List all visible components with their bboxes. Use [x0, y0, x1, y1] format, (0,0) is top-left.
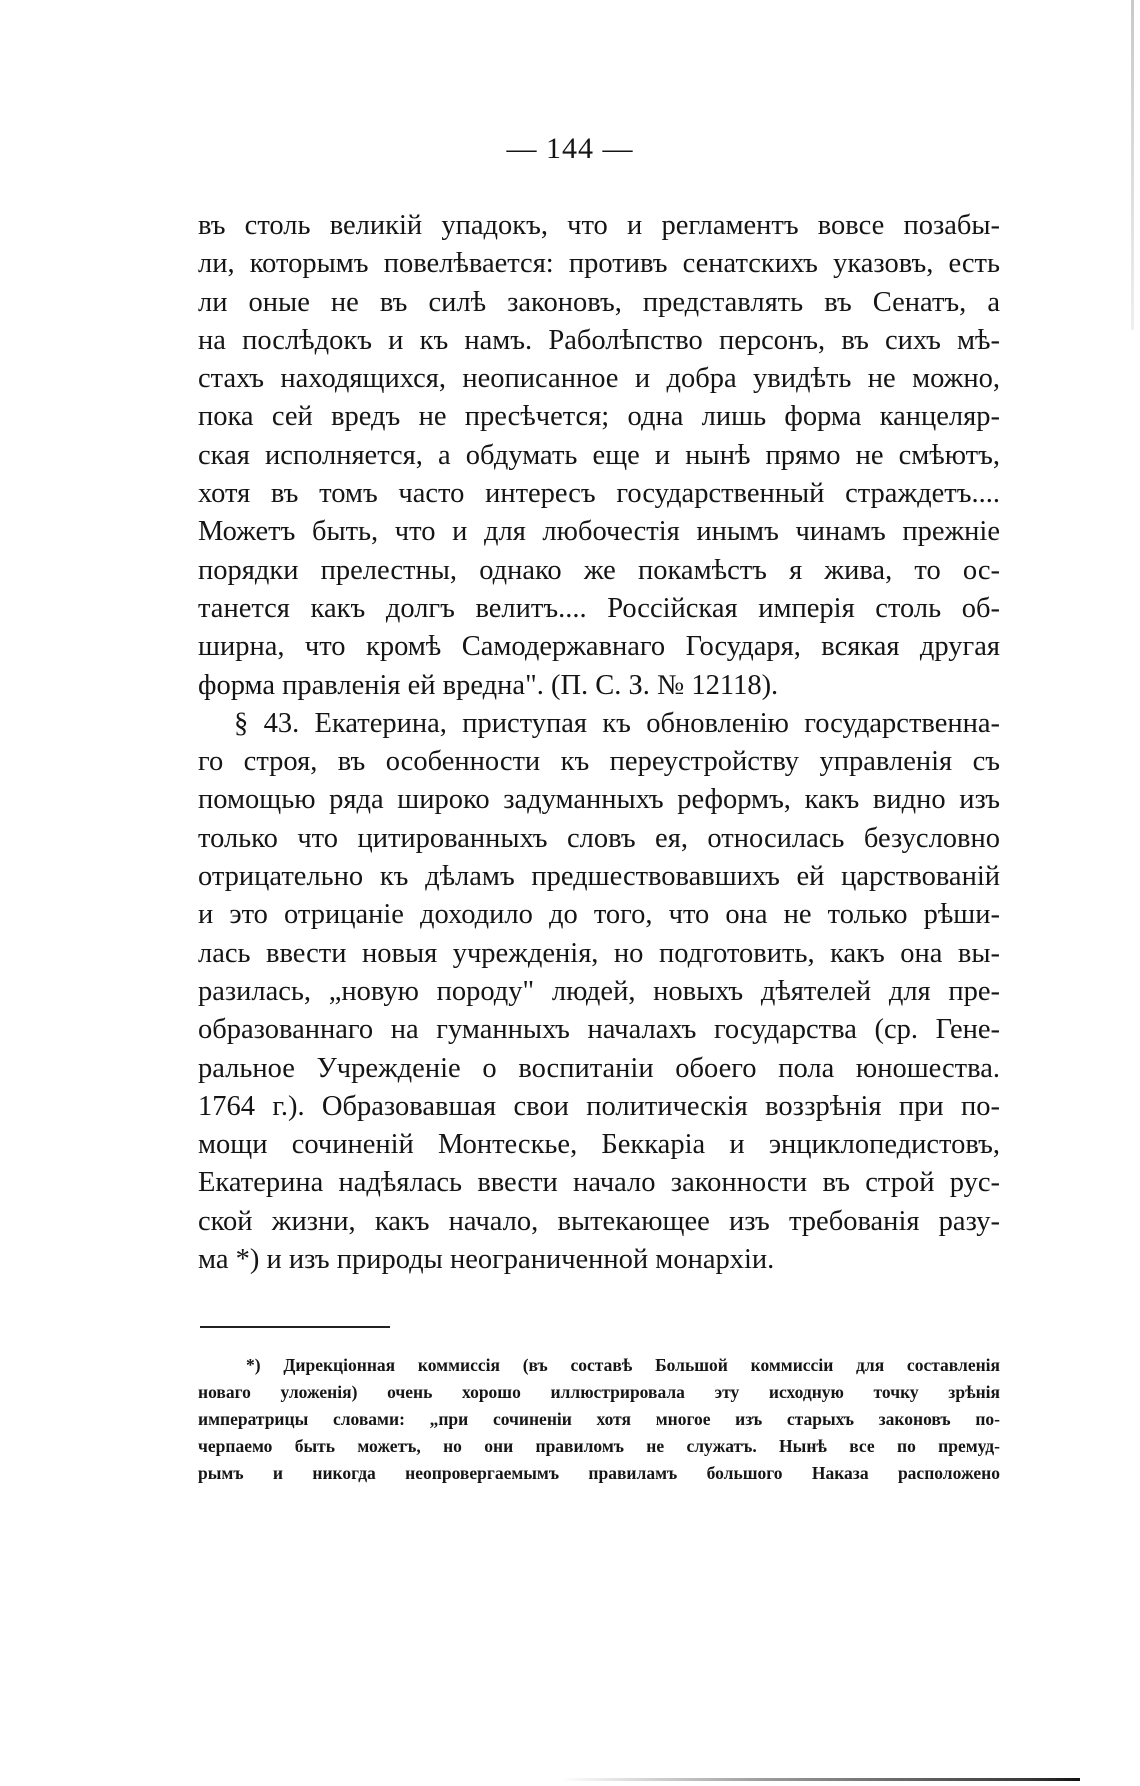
footnote-line: черпаемо быть можетъ, но они правиломъ не служатъ. Нынѣ все по премуд-	[198, 1436, 1000, 1456]
text-line: лась ввести новыя учрежденія, но подготовить, какъ она вы-	[198, 937, 1000, 969]
text-line: отрицательно къ дѣламъ предшествовавшихъ ей царствованій	[198, 861, 1000, 893]
text-line: ма *) и изъ природы неограниченной монархіи.	[198, 1244, 775, 1276]
text-line: разилась, „новую породу" людей, новыхъ дѣятелей для пре-	[198, 975, 1000, 1007]
text-line: 1764 г.). Образовавшая свои политическія воззрѣнія при по-	[198, 1090, 1000, 1122]
text-line: порядки прелестны, однако же покамѣстъ я жива, то ос-	[198, 554, 1000, 586]
text-line: мощи сочиненій Монтескье, Беккаріа и энциклопедистовъ,	[198, 1129, 1000, 1161]
text-line: ральное Учрежденіе о воспитаніи обоего пола юношества.	[198, 1052, 1000, 1084]
footnote-line: рымъ и никогда неопровергаемымъ правиламъ большого Наказа расположено	[198, 1463, 1000, 1483]
text-line: только что цитированныхъ словъ ея, относилась безусловно	[198, 822, 1000, 854]
text-line: стахъ находящихся, неописанное и добра увидѣть не можно,	[198, 363, 1000, 395]
body-text	[198, 207, 1000, 1279]
text-line: ская исполняется, а обдумать еще и нынѣ прямо не смѣютъ,	[198, 439, 1000, 471]
text-line: помощью ряда широко задуманныхъ реформъ, какъ видно изъ	[198, 784, 1000, 816]
scan-bottom-mark	[560, 1778, 1080, 1781]
footnote-line: новаго уложенія) очень хорошо иллюстрировала эту исходную точку зрѣнія	[198, 1382, 1000, 1402]
footnote-line: императрицы словами: „при сочиненіи хотя многое изъ старыхъ законовъ по-	[198, 1409, 1000, 1429]
text-line: форма правленія ей вредна". (П. С. З. № 12118).	[198, 669, 779, 701]
text-line: ской жизни, какъ начало, вытекающее изъ требованія разу-	[198, 1205, 1000, 1237]
text-line: Екатерина надѣялась ввести начало законности въ строй рус-	[198, 1167, 1000, 1199]
text-line: ширна, что кромѣ Самодержавнаго Государя, всякая другая	[198, 631, 1000, 663]
text-line: и это отрицаніе доходило до того, что она не только рѣши-	[198, 899, 1000, 931]
text-line: образованнаго на гуманныхъ началахъ государства (ср. Гене-	[198, 1014, 1000, 1046]
footnote	[198, 1352, 1000, 1487]
section-43-first-line: § 43. Екатерина, приступая къ обновленію государственна-	[234, 707, 1000, 739]
text-line: въ столь великій упадокъ, что и регламентъ вовсе позабы-	[198, 210, 1000, 241]
footnote-rule	[200, 1326, 390, 1328]
page-number: — 144 —	[506, 132, 634, 165]
text-line: танется какъ долгъ велитъ.... Россійская имперія столь об-	[198, 592, 1000, 624]
text-line: хотя въ томъ часто интересъ государственный страждетъ....	[198, 478, 1000, 510]
footnote-line: *) Дирекціонная коммиссія (въ составѣ Большой коммиссіи для составленія	[246, 1355, 1000, 1375]
text-line: го строя, въ особенности къ переустройству управленія съ	[198, 746, 1000, 778]
text-line: Можетъ быть, что и для любочестія инымъ чинамъ прежніе	[198, 516, 1000, 548]
scan-edge-mark	[1131, 0, 1134, 330]
text-line: на послѣдокъ и къ намъ. Раболѣпство персонъ, въ сихъ мѣ-	[198, 324, 1000, 356]
text-line: пока сей вредъ не пресѣчется; одна лишь форма канцеляр-	[198, 401, 1000, 433]
text-line: ли, которымъ повелѣвается: противъ сенатскихъ указовъ, есть	[198, 248, 1000, 280]
text-line: ли оные не въ силѣ законовъ, представлять въ Сенатъ, а	[198, 286, 1000, 318]
